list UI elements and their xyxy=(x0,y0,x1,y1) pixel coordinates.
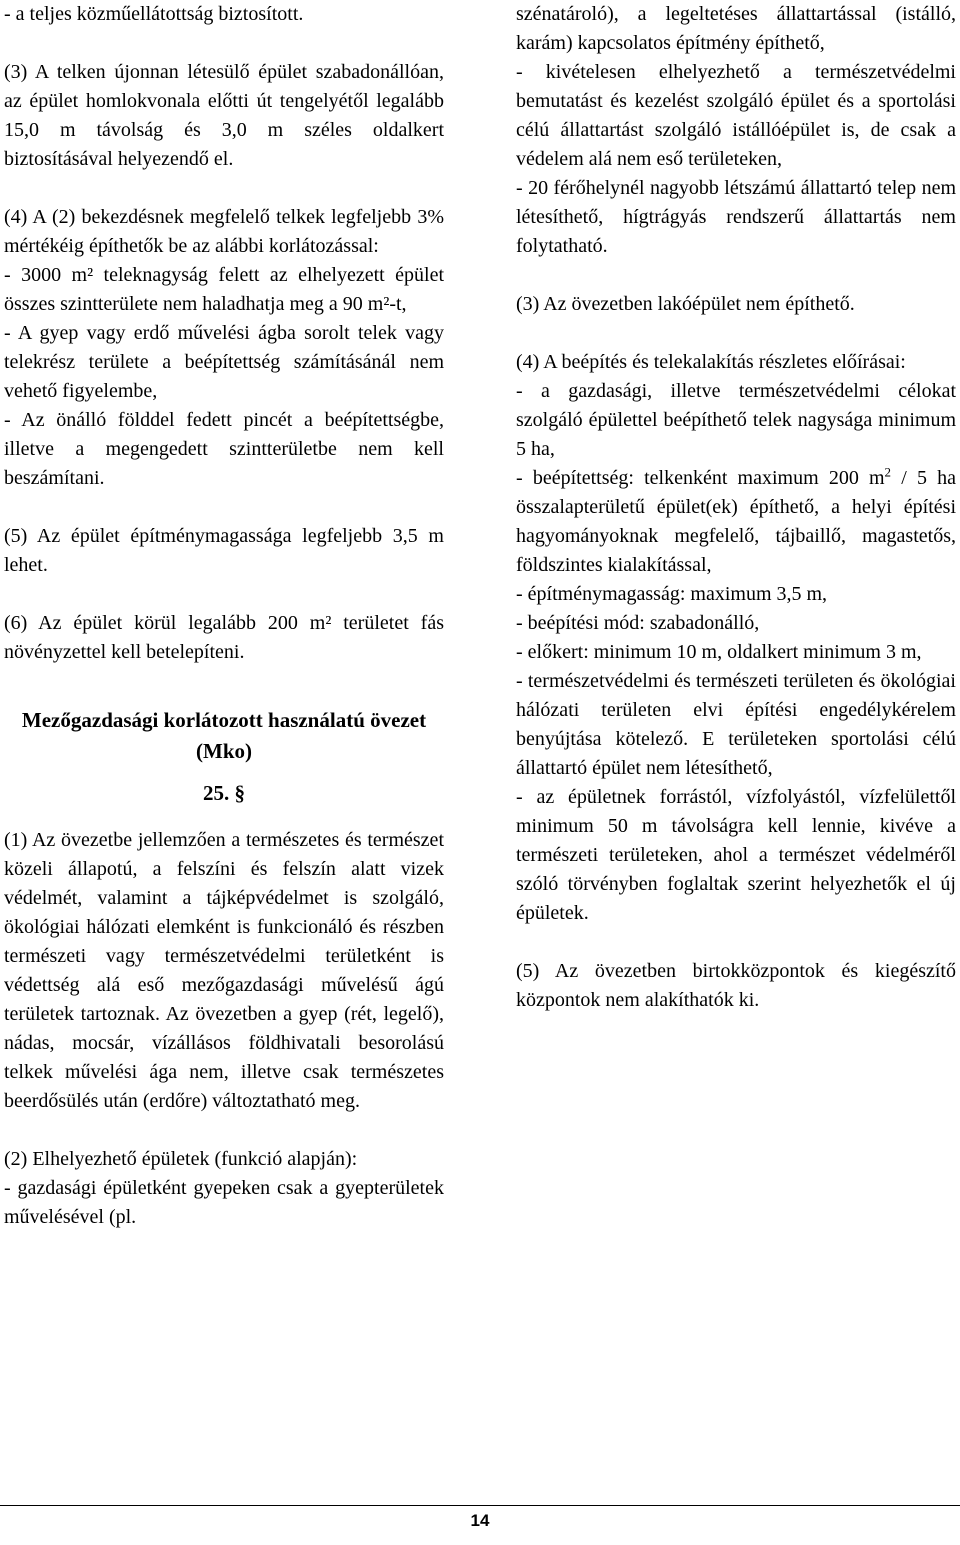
list-item: - előkert: minimum 10 m, oldalkert minimum 3 m, xyxy=(516,641,922,663)
section-1-description: (1) Az övezetbe jellemzően a természetes és természet közeli állapotú, a felszíni és felszín alatt vizek védelmét, valamint a tájképvédelmet is szolgáló, ökológiai hálózati elemként is funkcionáló és részben természeti vagy természetvédelmi területként is védettség alá eső mezőgazdasági művelésű ágú területek tartoznak. Az övezetben a gyep (rét, legelő), nádas, mocsár, vízállásos földhivatali besorolású telkek művelési ága nem, illetve csak természetes beerdősülés után (erdőre) változtatható meg. xyxy=(4,829,444,1112)
paragraph-full-utilities: - a teljes közműellátottság biztosított. xyxy=(4,3,304,25)
list-item: - természetvédelmi és természeti területen és ökológiai hálózati területen elvi építési engedélykérelem benyújtása kötelező. E területeken sportolási célú állattartó épület nem létesíthető, xyxy=(516,670,956,779)
zone-heading: Mezőgazdasági korlátozott használatú övezet (Mko) xyxy=(21,708,427,763)
section-2-buildings xyxy=(4,1145,444,1232)
list-item: - A gyep vagy erdő művelési ágba sorolt telek vagy telekrész területe a beépítettség számításánál nem vehető figyelembe, xyxy=(4,322,444,402)
list-item: - beépítési mód: szabadonálló, xyxy=(516,612,760,634)
section-number: 25. § xyxy=(203,781,245,805)
right-column xyxy=(516,0,956,1044)
footer-divider xyxy=(0,1505,960,1506)
list-item: - 3000 m² teleknagyság felett az elhelyezett épület összes szintterülete nem haladhatja meg a 90 m²-t, xyxy=(4,264,444,315)
list-item-continuation: szénatároló), a legeltetéses állattartással (istálló, karám) kapcsolatos építmény építhető, xyxy=(516,3,956,54)
paragraph-3-setback: (3) A telken újonnan létesülő épület szabadonállóan, az épület homlokvonala előtti út tengelyétől legalább 15,0 m távolság és 3,0 m széles oldalkert biztosításával helyezendő el. xyxy=(4,61,444,170)
paragraph-5-height: (5) Az épület építménymagassága legfeljebb 3,5 m lehet. xyxy=(4,525,444,576)
section-3-residential: (3) Az övezetben lakóépület nem építhető. xyxy=(516,293,855,315)
section-4-intro: (4) A beépítés és telekalakítás részletes előírásai: xyxy=(516,351,906,373)
list-item: - kivételesen elhelyezhető a természetvédelmi bemutatást és kezelést szolgáló épület és a sportolási célú állattartást szolgáló istállóépület is, de csak a védelem alá nem eső területeken, xyxy=(516,61,956,170)
list-item: - a gazdasági, illetve természetvédelmi célokat szolgáló épülettel beépíthető telek nagysága minimum 5 ha, xyxy=(516,380,956,460)
list-item: - az épületnek forrástól, vízfolyástól, vízfelülettől minimum 50 m távolságra kell lennie, kivéve a természeti területeken, ahol a természet védelméről szóló törvényben foglaltak szerint helyezhetők el új épületek. xyxy=(516,786,956,924)
list-item: - 20 férőhelynél nagyobb létszámú állattartó telep nem létesíthető, hígtrágyás rendszerű állattartás nem folytatható. xyxy=(516,177,956,257)
coverage-text-rest: / 5 ha összalapterületű épület(ek) építhető, a helyi építési hagyományoknak megfelelő, tájbaillő, magastetős, földszintes kialakítással, xyxy=(516,467,956,576)
list-item: - építménymagasság: maximum 3,5 m, xyxy=(516,583,828,605)
list-item: - Az önálló földdel fedett pincét a beépítettségbe, illetve a megengedett szintterületbe nem kell beszámítani. xyxy=(4,409,444,489)
section-2-intro: (2) Elhelyezhető épületek (funkció alapján): xyxy=(4,1148,358,1170)
list-item: - gazdasági épületként gyepeken csak a gyepterületek művelésével (pl. xyxy=(4,1177,444,1228)
coverage-text: - beépítettség: telkenként maximum 200 m xyxy=(516,467,885,489)
page-number: 14 xyxy=(470,1511,490,1530)
left-column xyxy=(4,0,444,1232)
superscript: 2 xyxy=(884,464,892,480)
paragraph-4-coverage xyxy=(4,203,444,493)
section-5-centers: (5) Az övezetben birtokközpontok és kiegészítő központok nem alakíthatók ki. xyxy=(516,960,956,1011)
list-item xyxy=(516,464,956,580)
section-2-continued xyxy=(516,0,956,261)
section-4-rules xyxy=(516,348,956,928)
paragraph-4-intro: (4) A (2) bekezdésnek megfelelő telkek legfeljebb 3% mértékéig építhetők be az alábbi korlátozással: xyxy=(4,206,444,257)
paragraph-6-planting: (6) Az épület körül legalább 200 m² területet fás növényzettel kell betelepíteni. xyxy=(4,612,444,663)
